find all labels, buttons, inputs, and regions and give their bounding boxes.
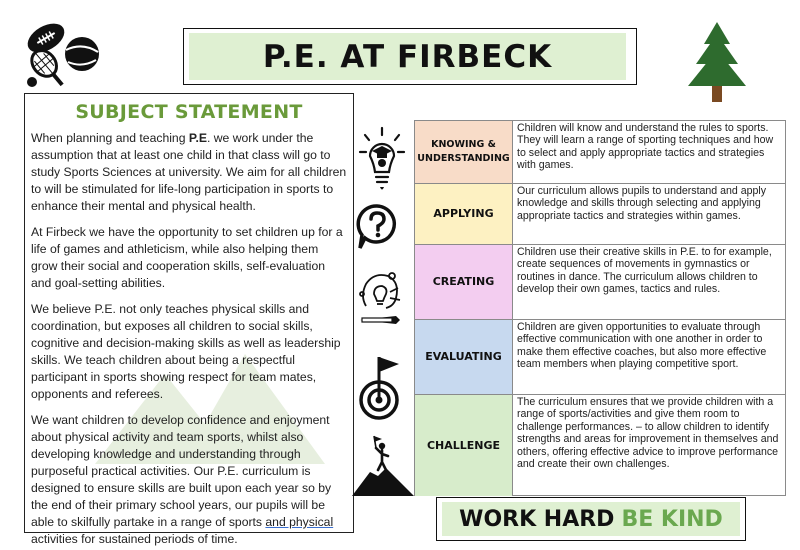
curriculum-areas-table <box>414 120 786 496</box>
question-bubble-icon <box>356 203 398 251</box>
motto-part-1: WORK HARD <box>459 506 615 532</box>
statement-heading: SUBJECT STATEMENT <box>75 101 303 123</box>
area-label: CHALLENGE <box>415 395 513 496</box>
page-title: P.E. AT FIRBECK <box>262 38 553 75</box>
lightbulb-graduate-icon <box>358 126 406 194</box>
mountain-summit-icon <box>352 432 414 496</box>
title-banner <box>183 28 637 85</box>
area-label: EVALUATING <box>415 320 513 394</box>
statement-paragraph-4: We want children to develop confidence and enjoyment about physical activity and team sports, whilst also developing knowledge and understanding through purposeful practical activities. Our P.E. curriculum is designed to ensure skills are built upon each year so by the end of their primary school years, our pupils will be able to skilfully partake in a range of sports and physical activities for sustained periods of time. <box>31 413 334 546</box>
table-row <box>415 184 785 245</box>
statement-paragraph-2: At Firbeck we have the opportunity to set children up for a life of games and athleticism, while also helping them grow their social and cooperation skills, self-evaluation and goal-setting abilities. <box>31 225 343 290</box>
creative-mind-pencil-icon <box>356 266 404 338</box>
statement-paragraph-1: When planning and teaching P.E. we work under the assumption that at least one child in that class will go to study Sports Sciences at university. We aim for all children to will be stimulated for life-long participation in sports to enhance their mental and physical health. <box>31 131 347 213</box>
area-label: CREATING <box>415 245 513 319</box>
table-row <box>415 245 785 320</box>
area-label: KNOWING & UNDERSTANDING <box>415 121 513 183</box>
table-row <box>415 320 785 395</box>
area-description: Our curriculum allows pupils to understand and apply knowledge and skills through selecting and applying appropriate tactics and strategies within games. <box>517 185 767 222</box>
pine-tree-icon <box>684 20 750 108</box>
table-row <box>415 395 785 496</box>
sports-balls-icon <box>22 12 104 90</box>
table-row <box>415 121 785 184</box>
area-description: Children will know and understand the rules to sports. They will learn a range of sporting techniques and how to select and apply appropriate tactics and strategies with games. <box>517 122 774 172</box>
target-flag-icon <box>359 354 403 422</box>
area-description: Children are given opportunities to evaluate through effective communication with one another in order to make them effective coaches, but also more effective team members when playing competitive sport. <box>517 321 767 371</box>
area-label: APPLYING <box>415 184 513 244</box>
subject-statement-panel <box>24 93 354 546</box>
motto-banner <box>436 497 746 541</box>
statement-paragraph-3: We believe P.E. not only teaches physical skills and coordination, but exposes all children to social skills, cognitive and decision-making skills as well as leadership skills. We teach children about being a respectful participant in sports showing respect for team mates, opponents and referees. <box>31 302 341 401</box>
motto-part-2: BE KIND <box>621 506 723 532</box>
statement-body <box>25 123 353 548</box>
area-description: Children use their creative skills in P.E. to for example, create sequences of movements in gymnastics or routines in dance. The curriculum allows children to develop their own games, tactics and rules. <box>517 246 772 296</box>
area-description: The curriculum ensures that we provide children with a range of sports/activities and give them room to challenge performances. – to allow children to identify strengths and areas for improvement in themselves and others, offering effective advice to improve performance and create their own challenges. <box>517 396 779 471</box>
